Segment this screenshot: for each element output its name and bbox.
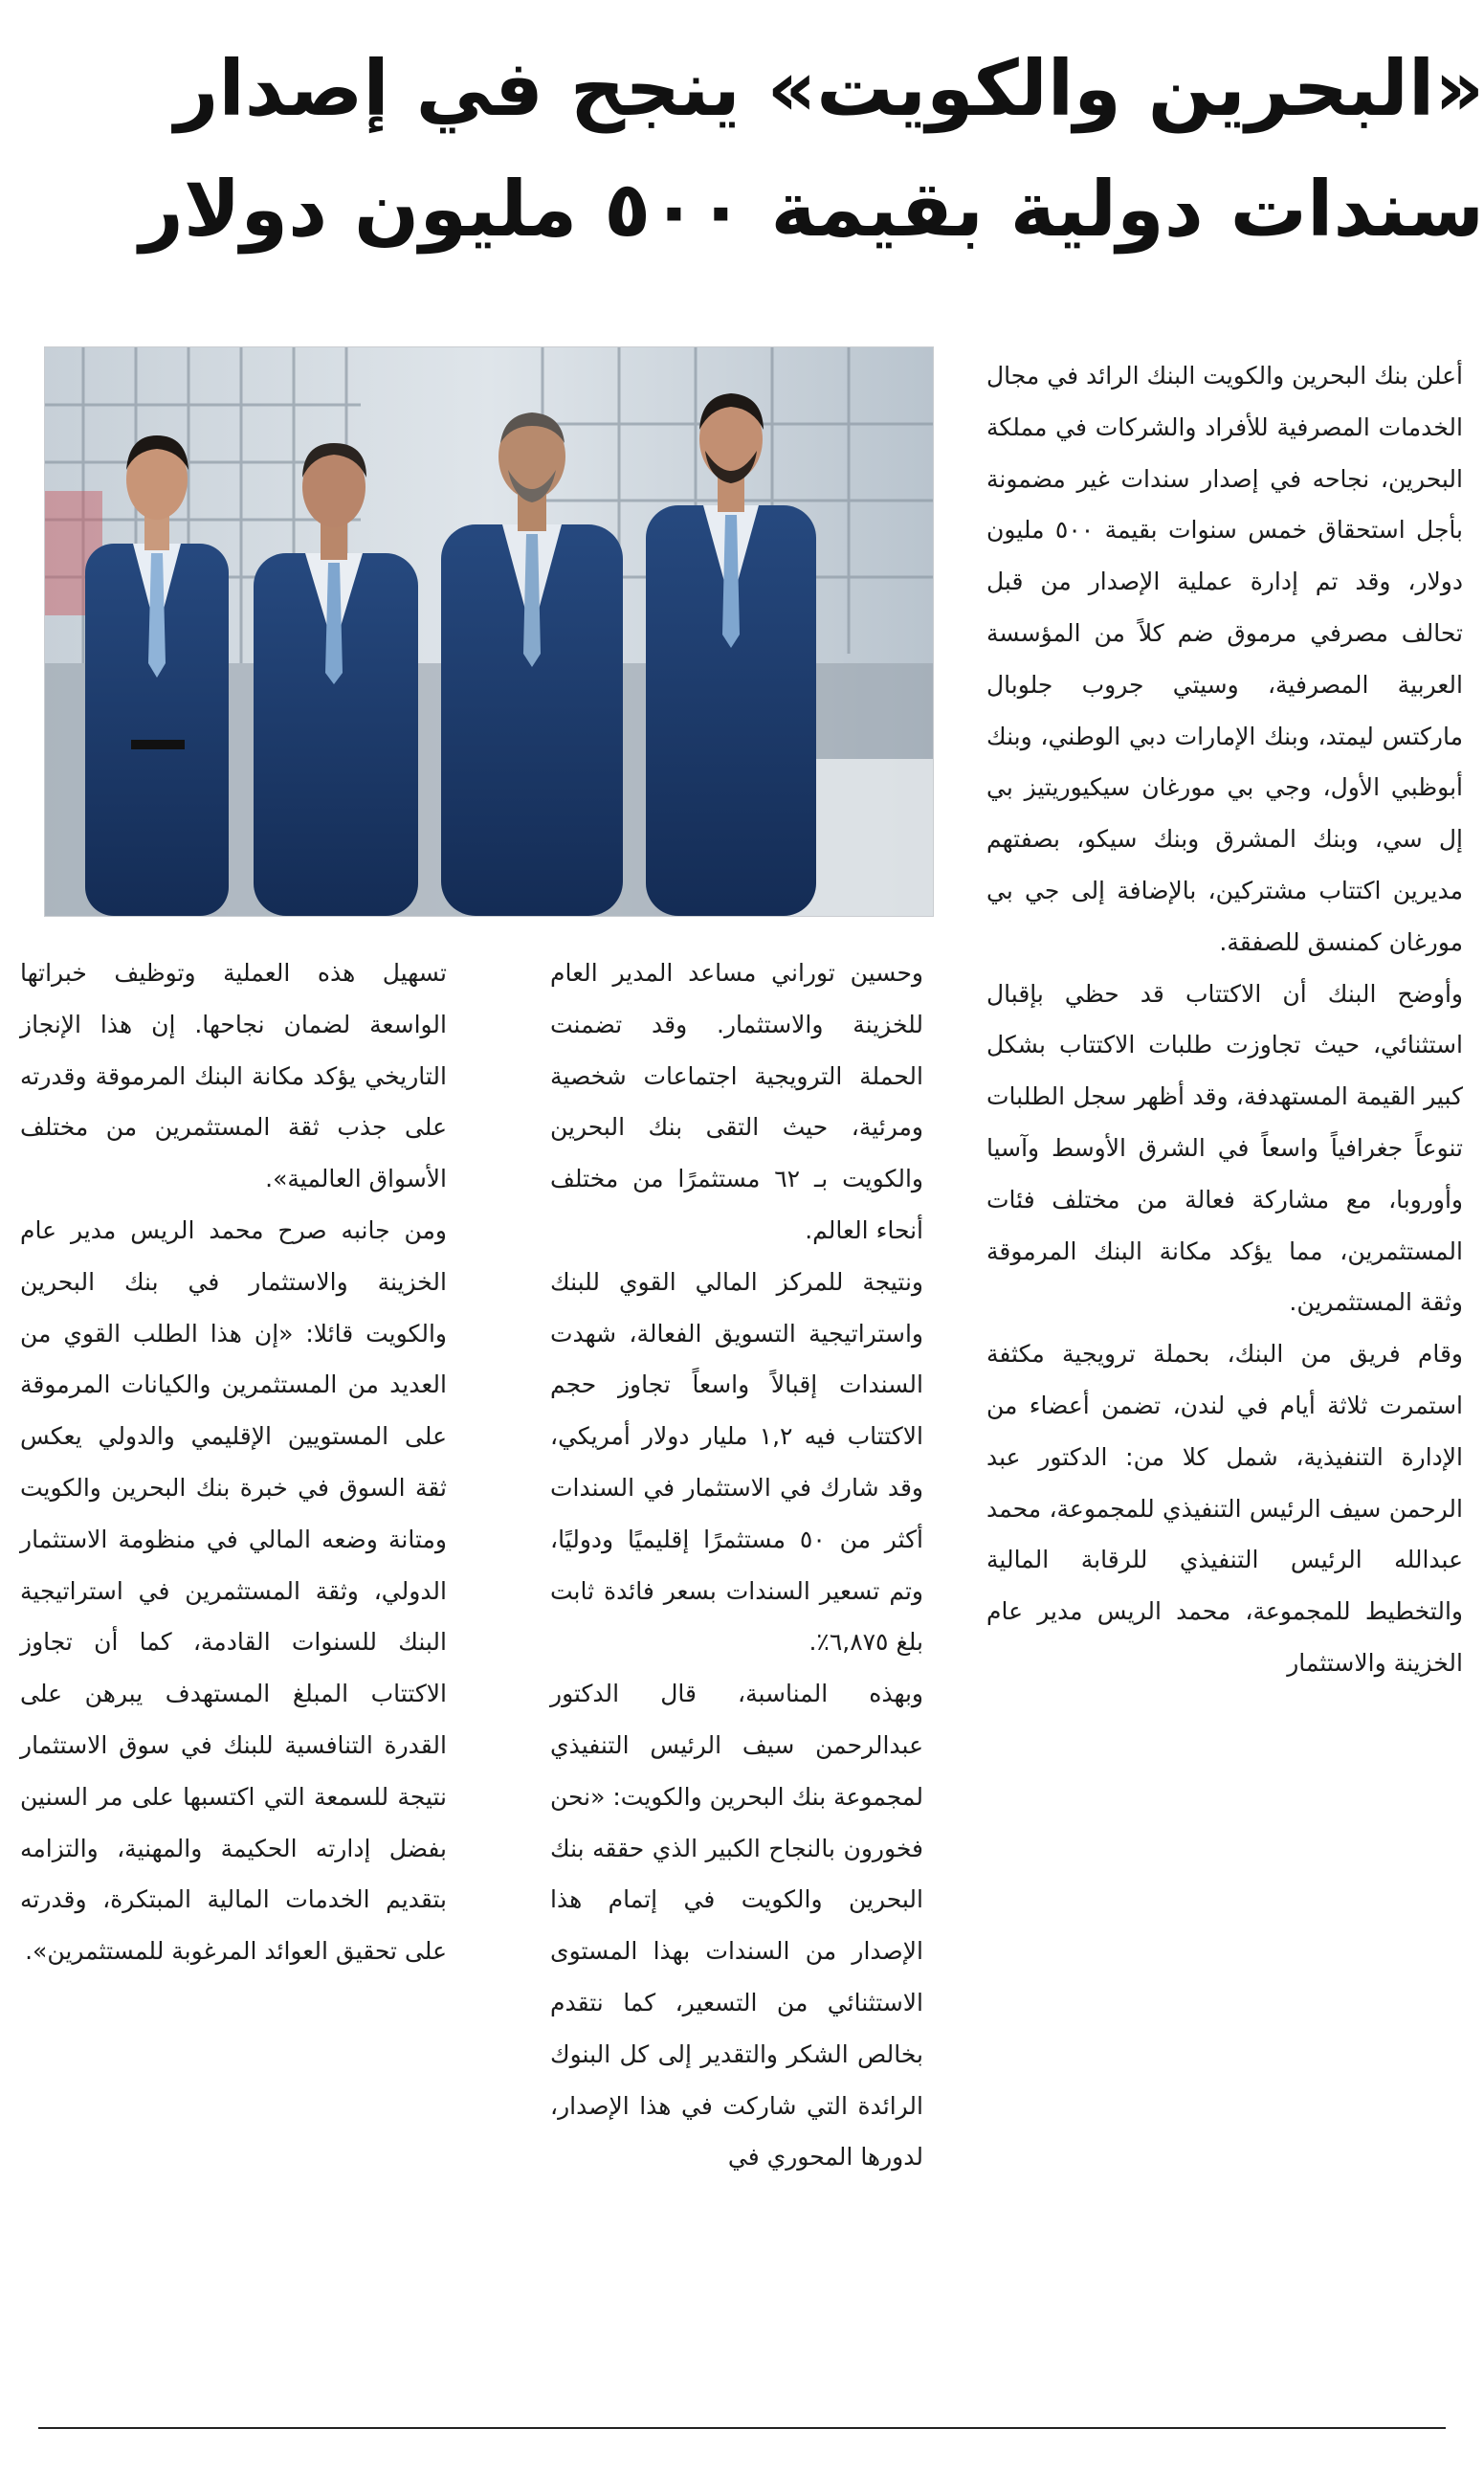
headline-line-1: «البحرين والكويت» ينجح في إصدار	[174, 44, 1484, 133]
headline	[0, 29, 1484, 270]
article-column-left: تسهيل هذه العملية وتوظيف خبراتها الواسعة لضمان نجاحها. إن هذا الإنجاز التاريخي يؤكد مكانة البنك المرموقة وقدرته على جذب ثقة المستثمرين من مختلف الأسواق العالمية». ومن جانبه صرح محمد الريس مدير عام الخزينة والاستثمار في بنك البحرين والكويت قائلا: «إن هذا الطلب القوي من العديد من المستثمرين والكيانات المرموقة على المستويين الإقليمي والدولي يعكس ثقة السوق في خبرة بنك البحرين والكويت ومتانة وضعه المالي في منظومة الاستثمار الدولي، وثقة المستثمرين في استراتيجية البنك للسنوات القادمة، كما أن تجاوز الاكتتاب المبلغ المستهدف يبرهن على القدرة التنافسية للبنك في سوق الاستثمار نتيجة للسمعة التي اكتسبها على مر السنين بفضل إدارته الحكيمة والمهنية، والتزامه بتقديم الخدمات المالية المبتكرة، وقدرته على تحقيق العوائد المرغوبة للمستثمرين».	[20, 959, 447, 1966]
article-column-middle: وحسين توراني مساعد المدير العام للخزينة والاستثمار. وقد تضمنت الحملة الترويجية اجتماعات شخصية ومرئية، حيث التقى بنك البحرين والكويت بـ ٦٢ مستثمرًا من مختلف أنحاء العالم. ونتيجة للمركز المالي القوي للبنك واستراتيجية التسويق الفعالة، شهدت السندات إقبالاً واسعاً تجاوز حجم الاكتتاب فيه ١,٢ مليار دولار أمريكي، وقد شارك في الاستثمار في السندات أكثر من ٥٠ مستثمرًا إقليميًا ودوليًا، وتم تسعير السندات بسعر فائدة ثابت بلغ ٦,٨٧٥٪. وبهذه المناسبة، قال الدكتور عبدالرحمن سيف الرئيس التنفيذي لمجموعة بنك البحرين والكويت: «نحن فخورون بالنجاح الكبير الذي حققه بنك البحرين والكويت في إتمام هذا الإصدار من السندات بهذا المستوى الاستثنائي من التسعير، كما نتقدم بخالص الشكر والتقدير إلى كل البنوك الرائدة التي شاركت في هذا الإصدار، لدورها المحوري في	[550, 959, 923, 2172]
headline-line-2: سندات دولية بقيمة ٥٠٠ مليون دولار	[139, 165, 1484, 254]
group-photo-illustration	[45, 347, 933, 916]
group-photo	[44, 346, 934, 917]
bottom-rule	[38, 2427, 1446, 2429]
article-column-right: أعلن بنك البحرين والكويت البنك الرائد في مجال الخدمات المصرفية للأفراد والشركات في مملكة البحرين، نجاحه في إصدار سندات غير مضمونة بأجل استحقاق خمس سنوات بقيمة ٥٠٠ مليون دولار، وقد تم إدارة عملية الإصدار من قبل تحالف مصرفي مرموق ضم كلاً من المؤسسة العربية المصرفية، وسيتي جروب جلوبال ماركتس ليمتد، وبنك الإمارات دبي الوطني، وبنك أبوظبي الأول، وجي بي مورغان سيكيوريتيز بي إل سي، وبنك المشرق وبنك سيكو، بصفتهم مديرين اكتتاب مشتركين، بالإضافة إلى جي بي مورغان كمنسق للصفقة. وأوضح البنك أن الاكتتاب قد حظي بإقبال استثنائي، حيث تجاوزت طلبات الاكتتاب بشكل كبير القيمة المستهدفة، وقد أظهر سجل الطلبات تنوعاً جغرافياً واسعاً في الشرق الأوسط وآسيا وأوروبا، مع مشاركة فعالة من مختلف فئات المستثمرين، مما يؤكد مكانة البنك المرموقة وثقة المستثمرين. وقام فريق من البنك، بحملة ترويجية مكثفة استمرت ثلاثة أيام في لندن، تضمن أعضاء من الإدارة التنفيذية، شمل كلا من: الدكتور عبد الرحمن سيف الرئيس التنفيذي للمجموعة، محمد عبدالله الرئيس التنفيذي للرقابة المالية والتخطيط للمجموعة، محمد الريس مدير عام الخزينة والاستثمار	[986, 362, 1464, 1677]
